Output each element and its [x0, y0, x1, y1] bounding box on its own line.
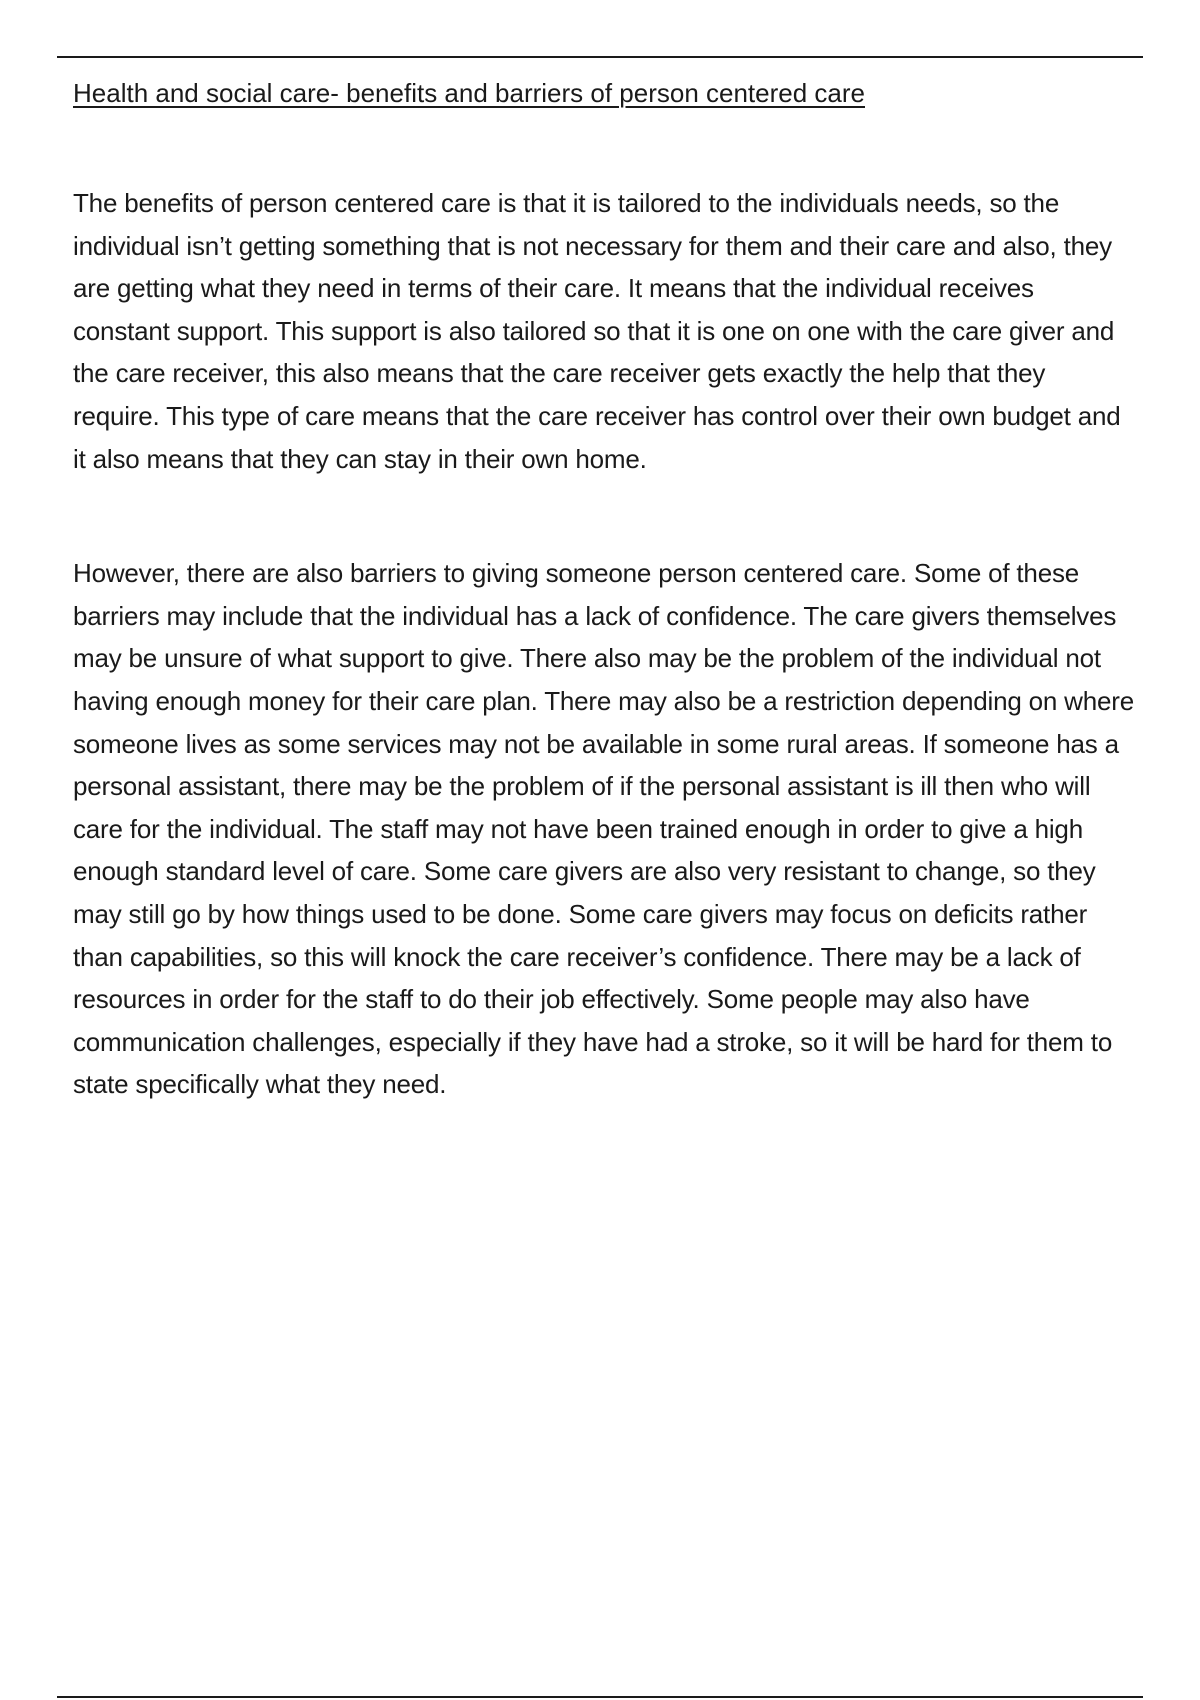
header-rule — [57, 56, 1143, 58]
footer-rule — [57, 1696, 1143, 1698]
document-title: Health and social care- benefits and barriers of person centered care — [73, 78, 865, 108]
document-body — [73, 72, 1135, 1106]
benefits-paragraph: The benefits of person centered care is that it is tailored to the individuals needs, so the individual isn’t getting something that is not necessary for them and their care and also, they are getting what they need in terms of their care. It means that the individual receives constant support. This support is also tailored so that it is one on one with the care giver and the care receiver, this also means that the care receiver gets exactly the help that they require. This type of care means that the care receiver has control over their own budget and it also means that they can stay in their own home. — [73, 188, 1121, 474]
barriers-paragraph: However, there are also barriers to giving someone person centered care. Some of these barriers may include that the individual has a lack of confidence. The care givers themselves may be unsure of what support to give. There also may be the problem of the individual not having enough money for their care plan. There may also be a restriction depending on where someone lives as some services may not be available in some rural areas. If someone has a personal assistant, there may be the problem of if the personal assistant is ill then who will care for the individual. The staff may not have been trained enough in order to give a high enough standard level of care. Some care givers are also very resistant to change, so they may still go by how things used to be done. Some care givers may focus on deficits rather than capabilities, so this will knock the care receiver’s confidence. There may be a lack of resources in order for the staff to do their job effectively. Some people may also have communication challenges, especially if they have had a stroke, so it will be hard for them to state specifically what they need. — [73, 558, 1134, 1100]
